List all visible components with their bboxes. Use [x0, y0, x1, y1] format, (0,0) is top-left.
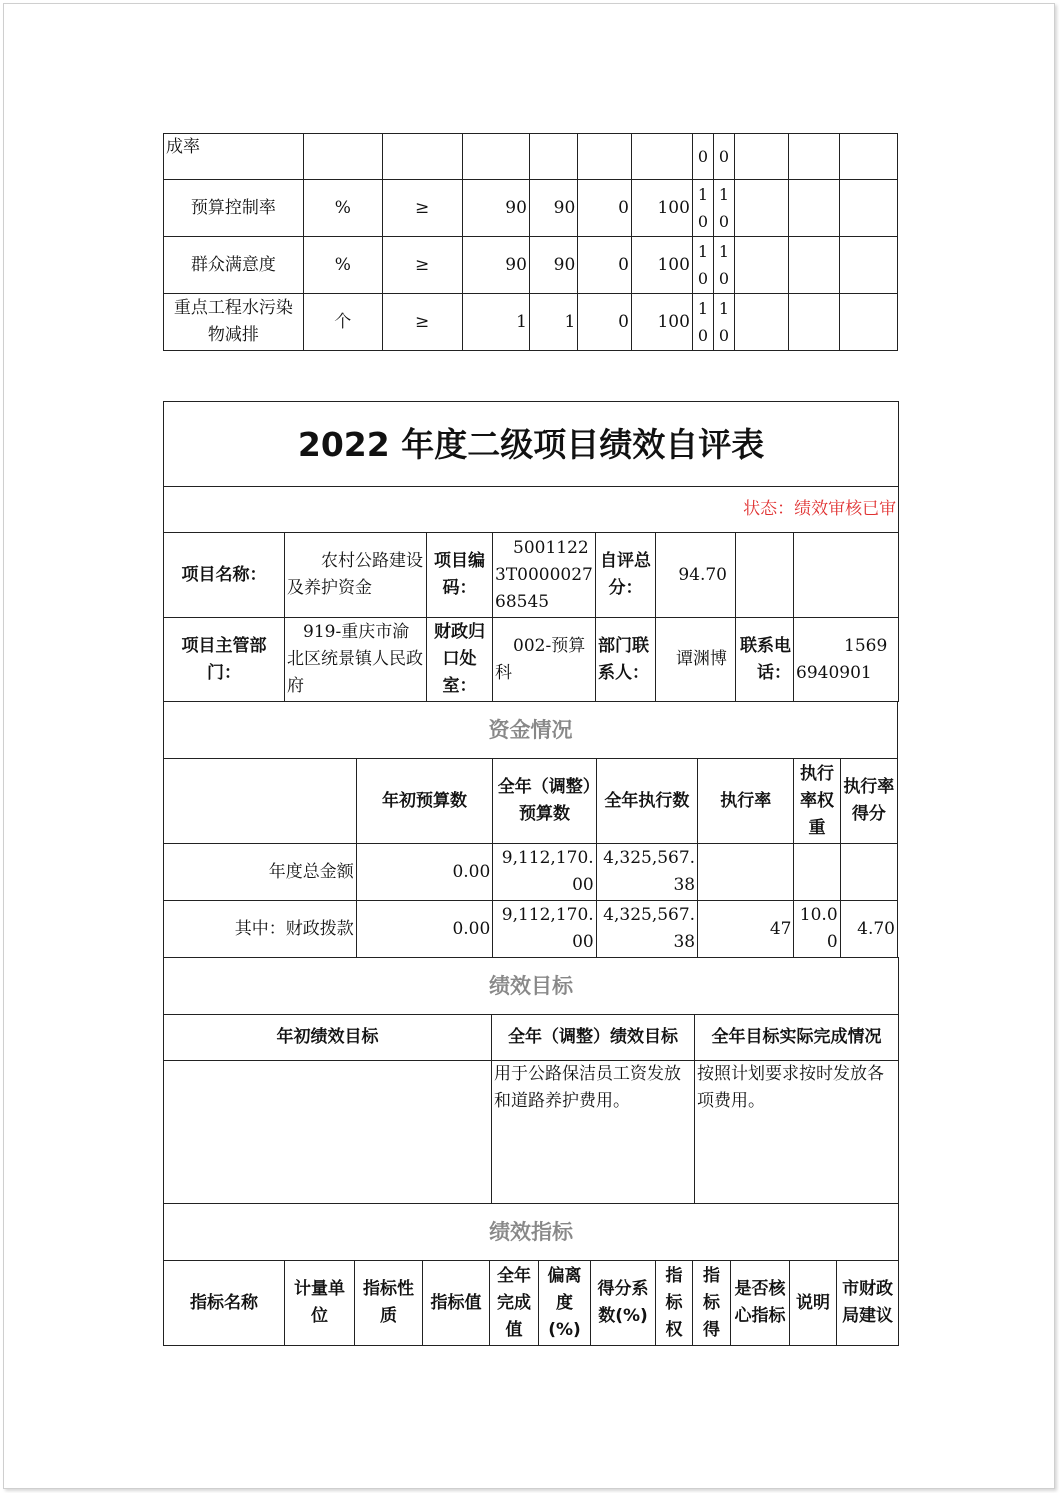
indicator-weight: 0	[692, 134, 713, 180]
table-row	[164, 844, 898, 901]
indicator-header-coefficient: 得分系数(%)	[591, 1261, 656, 1346]
goals-adjusted: 用于公路保洁员工资发放和道路养护费用。	[492, 1061, 695, 1204]
funds-section-title: 资金情况	[164, 702, 898, 759]
indicator-value: 90	[462, 180, 529, 237]
indicator-nature: ≥	[382, 237, 462, 294]
goals-header-adjusted: 全年（调整）绩效目标	[492, 1015, 695, 1061]
funds-header-adjusted: 全年（调整）预算数	[493, 759, 596, 844]
indicator-deviation: 0	[578, 294, 632, 351]
indicator-name: 成率	[164, 134, 304, 180]
funds-header-initial: 年初预算数	[356, 759, 493, 844]
indicator-header-deviation: 偏离度(%)	[539, 1261, 591, 1346]
goals-section-title: 绩效目标	[164, 958, 899, 1015]
funds-header-executed: 全年执行数	[596, 759, 697, 844]
goals-initial	[164, 1061, 492, 1204]
indicator-nature: ≥	[382, 180, 462, 237]
indicator-value: 90	[462, 237, 529, 294]
form-header-table	[163, 401, 899, 702]
contact-person: 谭渊博	[656, 618, 736, 702]
indicator-unit: %	[303, 180, 382, 237]
indicator-name: 重点工程水污染物减排	[164, 294, 304, 351]
indicator-header-value: 指标值	[423, 1261, 490, 1346]
table-row	[164, 294, 898, 351]
indicator-value: 1	[462, 294, 529, 351]
self-score: 94.70	[656, 533, 736, 618]
indicator-table-continued	[163, 133, 898, 351]
indicator-coefficient: 100	[631, 237, 692, 294]
table-row	[164, 237, 898, 294]
indicator-weight: 10	[692, 237, 713, 294]
indicator-actual: 90	[529, 237, 577, 294]
indicator-deviation: 0	[578, 237, 632, 294]
goals-actual: 按照计划要求按时发放各项费用。	[695, 1061, 899, 1204]
funds-adjusted: 9,112,170.00	[493, 901, 596, 958]
funds-header-weight: 执行率权重	[794, 759, 840, 844]
indicator-header-unit: 计量单位	[285, 1261, 355, 1346]
funds-executed: 4,325,567.38	[596, 901, 697, 958]
funds-weight	[794, 844, 840, 901]
contact-label: 部门联系人：	[596, 618, 656, 702]
indicator-name: 预算控制率	[164, 180, 304, 237]
indicator-weight: 10	[692, 180, 713, 237]
phone-label: 联系电话：	[736, 618, 794, 702]
goals-header-actual: 全年目标实际完成情况	[695, 1015, 899, 1061]
indicator-header-note: 说明	[790, 1261, 837, 1346]
indicator-score: 0	[713, 134, 734, 180]
indicator-header-core: 是否核心指标	[731, 1261, 790, 1346]
funds-score: 4.70	[840, 901, 897, 958]
indicators-table	[163, 1203, 899, 1346]
table-row	[164, 901, 898, 958]
table-row	[164, 134, 898, 180]
project-name: 农村公路建设及养护资金	[285, 533, 427, 618]
funds-rate: 47	[698, 901, 794, 958]
funds-adjusted: 9,112,170.00	[493, 844, 596, 901]
phone-number: 15696940901	[794, 618, 899, 702]
indicator-score: 10	[713, 294, 734, 351]
table-row	[164, 180, 898, 237]
indicator-header-name: 指标名称	[164, 1261, 285, 1346]
indicator-nature: ≥	[382, 294, 462, 351]
dept: 919-重庆市渝北区统景镇人民政府	[285, 618, 427, 702]
funds-header-rate: 执行率	[698, 759, 794, 844]
dept-label: 项目主管部门：	[164, 618, 285, 702]
project-code: 50011223T000002768545	[493, 533, 596, 618]
funds-executed: 4,325,567.38	[596, 844, 697, 901]
indicator-score: 10	[713, 180, 734, 237]
indicators-section-title: 绩效指标	[164, 1204, 899, 1261]
status-text: 状态：绩效审核已审	[164, 487, 899, 533]
funds-row-label: 其中：财政拨款	[164, 901, 357, 958]
indicator-actual: 1	[529, 294, 577, 351]
funds-weight: 10.00	[794, 901, 840, 958]
goals-header-initial: 年初绩效目标	[164, 1015, 492, 1061]
indicator-coefficient: 100	[631, 294, 692, 351]
funds-rate	[698, 844, 794, 901]
funds-initial: 0.00	[356, 901, 493, 958]
funds-table	[163, 701, 898, 958]
form-title: 2022 年度二级项目绩效自评表	[164, 402, 899, 487]
project-name-label: 项目名称：	[164, 533, 285, 618]
project-code-label: 项目编码：	[427, 533, 493, 618]
funds-initial: 0.00	[356, 844, 493, 901]
indicator-header-nature: 指标性质	[355, 1261, 423, 1346]
indicator-header-suggestion: 市财政局建议	[837, 1261, 899, 1346]
indicator-coefficient: 100	[631, 180, 692, 237]
indicator-header-score: 指标得	[693, 1261, 731, 1346]
self-score-label: 自评总分：	[596, 533, 656, 618]
indicator-deviation: 0	[578, 180, 632, 237]
indicator-actual: 90	[529, 180, 577, 237]
indicator-name: 群众满意度	[164, 237, 304, 294]
funds-header-score: 执行率得分	[840, 759, 897, 844]
indicator-header-actual: 全年完成值	[490, 1261, 539, 1346]
indicator-header-weight: 指标权	[656, 1261, 693, 1346]
funds-row-label: 年度总金额	[164, 844, 357, 901]
funds-score	[840, 844, 897, 901]
finance-label: 财政归口处室：	[427, 618, 493, 702]
indicator-score: 10	[713, 237, 734, 294]
indicator-weight: 10	[692, 294, 713, 351]
goals-table	[163, 957, 899, 1204]
indicator-unit: 个	[303, 294, 382, 351]
finance-office: 002-预算科	[493, 618, 596, 702]
indicator-unit: %	[303, 237, 382, 294]
